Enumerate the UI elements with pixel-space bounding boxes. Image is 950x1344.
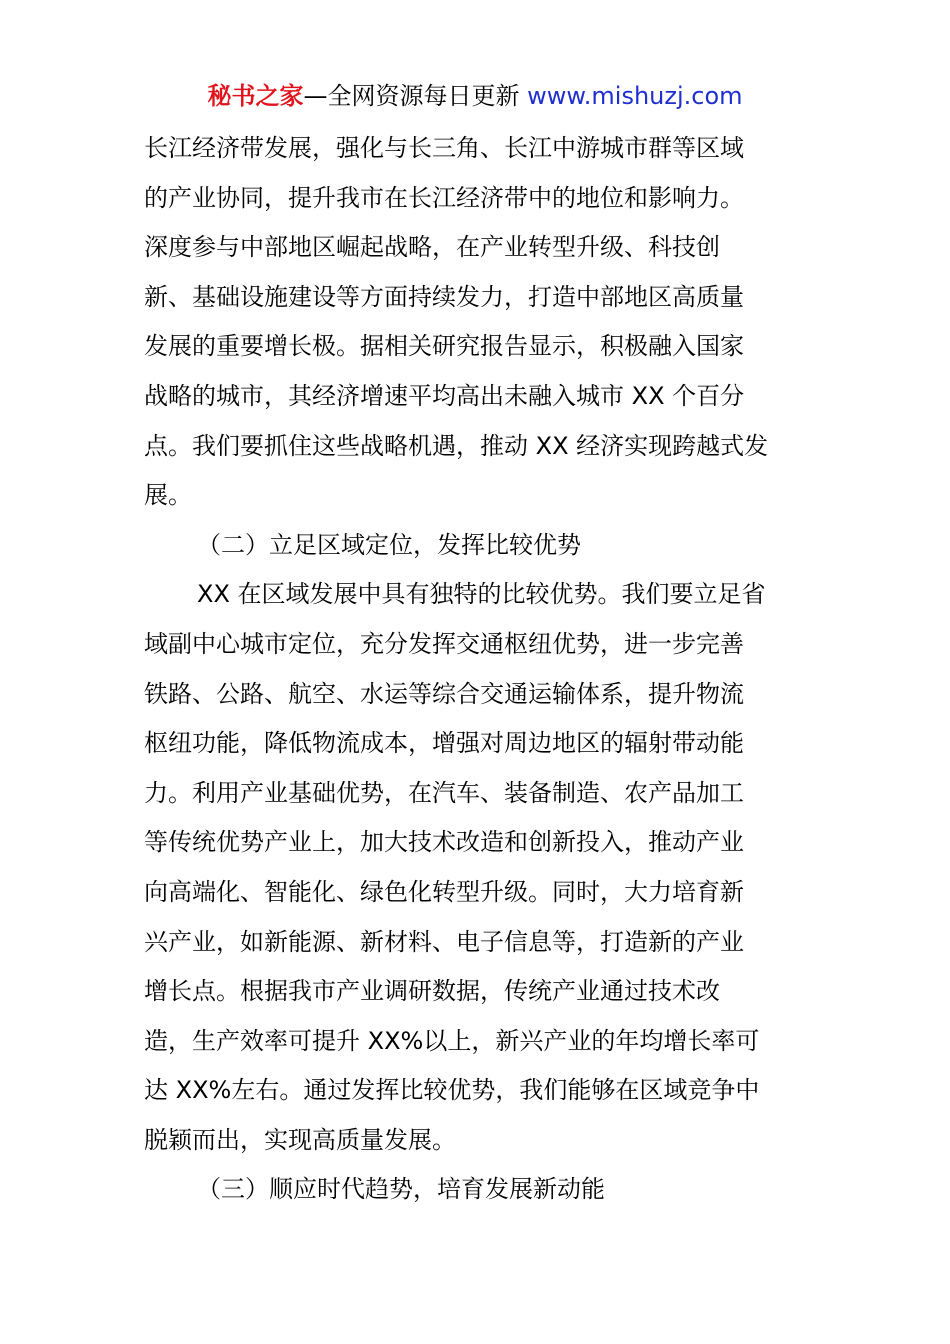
text-line: 发展的重要增长极。据相关研究报告显示，积极融入国家: [144, 332, 744, 361]
text-line: 达 XX%左右。通过发挥比较优势，我们能够在区域竞争中: [144, 1076, 760, 1105]
header-tagline: —全网资源每日更新: [303, 82, 528, 110]
section-heading: （三）顺应时代趋势，培育发展新动能: [197, 1175, 605, 1204]
text-line: 新、基础设施建设等方面持续发力，打造中部地区高质量: [144, 282, 744, 311]
text-line: 脱颖而出，实现高质量发展。: [144, 1125, 456, 1154]
text-line: 兴产业，如新能源、新材料、电子信息等，打造新的产业: [144, 927, 744, 956]
text-line: 域副中心城市定位，充分发挥交通枢纽优势，进一步完善: [144, 629, 744, 658]
brand-name: 秘书之家: [207, 82, 304, 110]
text-line: 等传统优势产业上，加大技术改造和创新投入，推动产业: [144, 828, 744, 857]
document-body: [144, 124, 814, 1215]
text-line: 增长点。根据我市产业调研数据，传统产业通过技术改: [144, 977, 720, 1006]
text-line: 铁路、公路、航空、水运等综合交通运输体系，提升物流: [144, 679, 744, 708]
text-line: 深度参与中部地区崛起战略，在产业转型升级、科技创: [144, 233, 720, 262]
section-heading: （二）立足区域定位，发挥比较优势: [197, 530, 581, 559]
text-line: 造，生产效率可提升 XX%以上，新兴产业的年均增长率可: [144, 1026, 760, 1055]
text-line: 点。我们要抓住这些战略机遇，推动 XX 经济实现跨越式发: [144, 431, 769, 460]
text-line: 战略的城市，其经济增速平均高出未融入城市 XX 个百分: [144, 381, 745, 410]
text-line: 展。: [144, 481, 192, 510]
text-line: 枢纽功能，降低物流成本，增强对周边地区的辐射带动能: [144, 729, 744, 758]
text-line: 力。利用产业基础优势，在汽车、装备制造、农产品加工: [144, 778, 744, 807]
site-watermark-header: [0, 80, 950, 112]
text-line: 长江经济带发展，强化与长三角、长江中游城市群等区域: [144, 134, 744, 162]
site-url: www.mishuzj.com: [527, 82, 743, 110]
text-line: 的产业协同，提升我市在长江经济带中的地位和影响力。: [144, 183, 744, 212]
paragraph-first-line: XX 在区域发展中具有独特的比较优势。我们要立足省: [197, 580, 766, 609]
text-line: 向高端化、智能化、绿色化转型升级。同时，大力培育新: [144, 877, 744, 906]
